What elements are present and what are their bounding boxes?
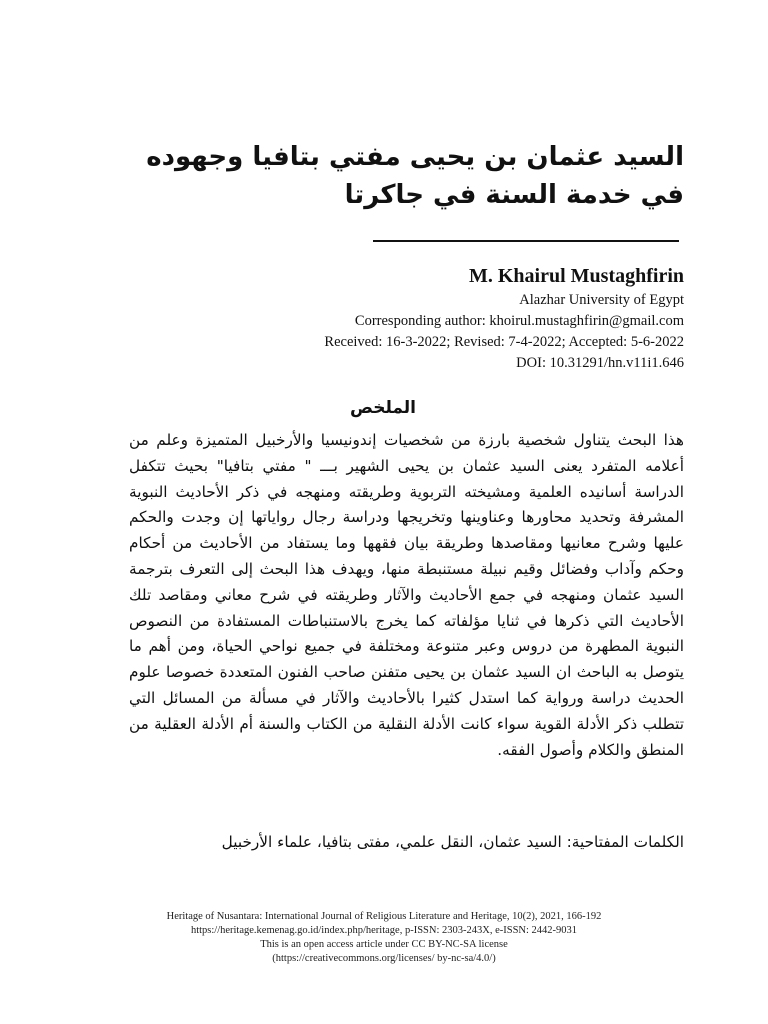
abstract-text: هذا البحث يتناول شخصية بارزة من شخصيات إندونيسيا والأرخبيل المتميزة وعلم من أعلامه المتفرد يعنى السيد عثمان بن يحيى الشهير بـــ " مفتي بتافيا" بحيث تتكفل الدراسة أسانيده العلمية ومشيخته التربوية وطريقته ومنهجه في ذكر الأحاديث النبوية المشرفة وتحديد محاورها وعناوينها وتخريجها ودراسة رجال رواياتها إن وجدت والحكم عليها وشرح معانيها ومقاصدها وطريقة بيان فقهها وما يستفاد من الأحاديث من أحكام وحكم وآداب وفضائل وقيم نبيلة مستنبطة منها، ويهدف هذا البحث إلى التعرف بترجمة السيد عثمان ومنهجه في جمع الأحاديث والآثار وطريقته في شرح معاني ومقاصد تلك الأحاديث التي ذكرها في ثنايا مؤلفاته كما يخرج بالاستنباطات المستفادة من النصوص النبوية المطهرة من دروس وعبر متنوعة ومختلفة في جميع نواحي الحياة، ومن أهم ما يتوصل به الباحث ان السيد عثمان بن يحيى متفنن صاحب الفنون المتعددة خصوصا علوم الحديث دراسة ورواية كما استدل كثيرا بالأحاديث والآثار في مسألة من المسائل التي تتطلب ذكر الأدلة القوية سواء كانت الأدلة النقلية من الكتاب والسنة أم الأدلة العقلية من المنطق والكلام وأصول الفقه. xyxy=(129,431,684,759)
corresponding-author: Corresponding author: khoirul.mustaghfirin@gmail.com xyxy=(354,313,684,329)
article-meta xyxy=(324,290,684,374)
footer-license: This is an open access article under CC BY-NC-SA license xyxy=(260,939,508,950)
footer-license-url: (https://creativecommons.org/licenses/ by-nc-sa/4.0/) xyxy=(272,953,496,964)
title-divider xyxy=(373,240,679,242)
article-title: السيد عثمان بن يحيى مفتي بتافيا وجهوده في خدمة السنة في جاكرتا xyxy=(146,142,684,210)
footer-citation: Heritage of Nusantara: International Journal of Religious Literature and Heritage, 10(2), 2021, 166-192 xyxy=(166,911,602,922)
keywords: الكلمات المفتاحية: السيد عثمان، النقل علمي، مفتى بتافيا، علماء الأرخبيل xyxy=(221,833,684,851)
abstract-heading: الملخص xyxy=(350,398,416,418)
author-name: M. Khairul Mustaghfirin xyxy=(468,265,684,287)
article-doi: DOI: 10.31291/hn.v11i1.646 xyxy=(516,355,684,371)
footer-issn: https://heritage.kemenag.go.id/index.php/heritage, p-ISSN: 2303-243X, e-ISSN: 2442-9031 xyxy=(190,925,578,936)
affiliation: Alazhar University of Egypt xyxy=(519,292,684,308)
journal-footer xyxy=(0,910,768,966)
article-dates: Received: 16-3-2022; Revised: 7-4-2022; Accepted: 5-6-2022 xyxy=(324,334,684,350)
